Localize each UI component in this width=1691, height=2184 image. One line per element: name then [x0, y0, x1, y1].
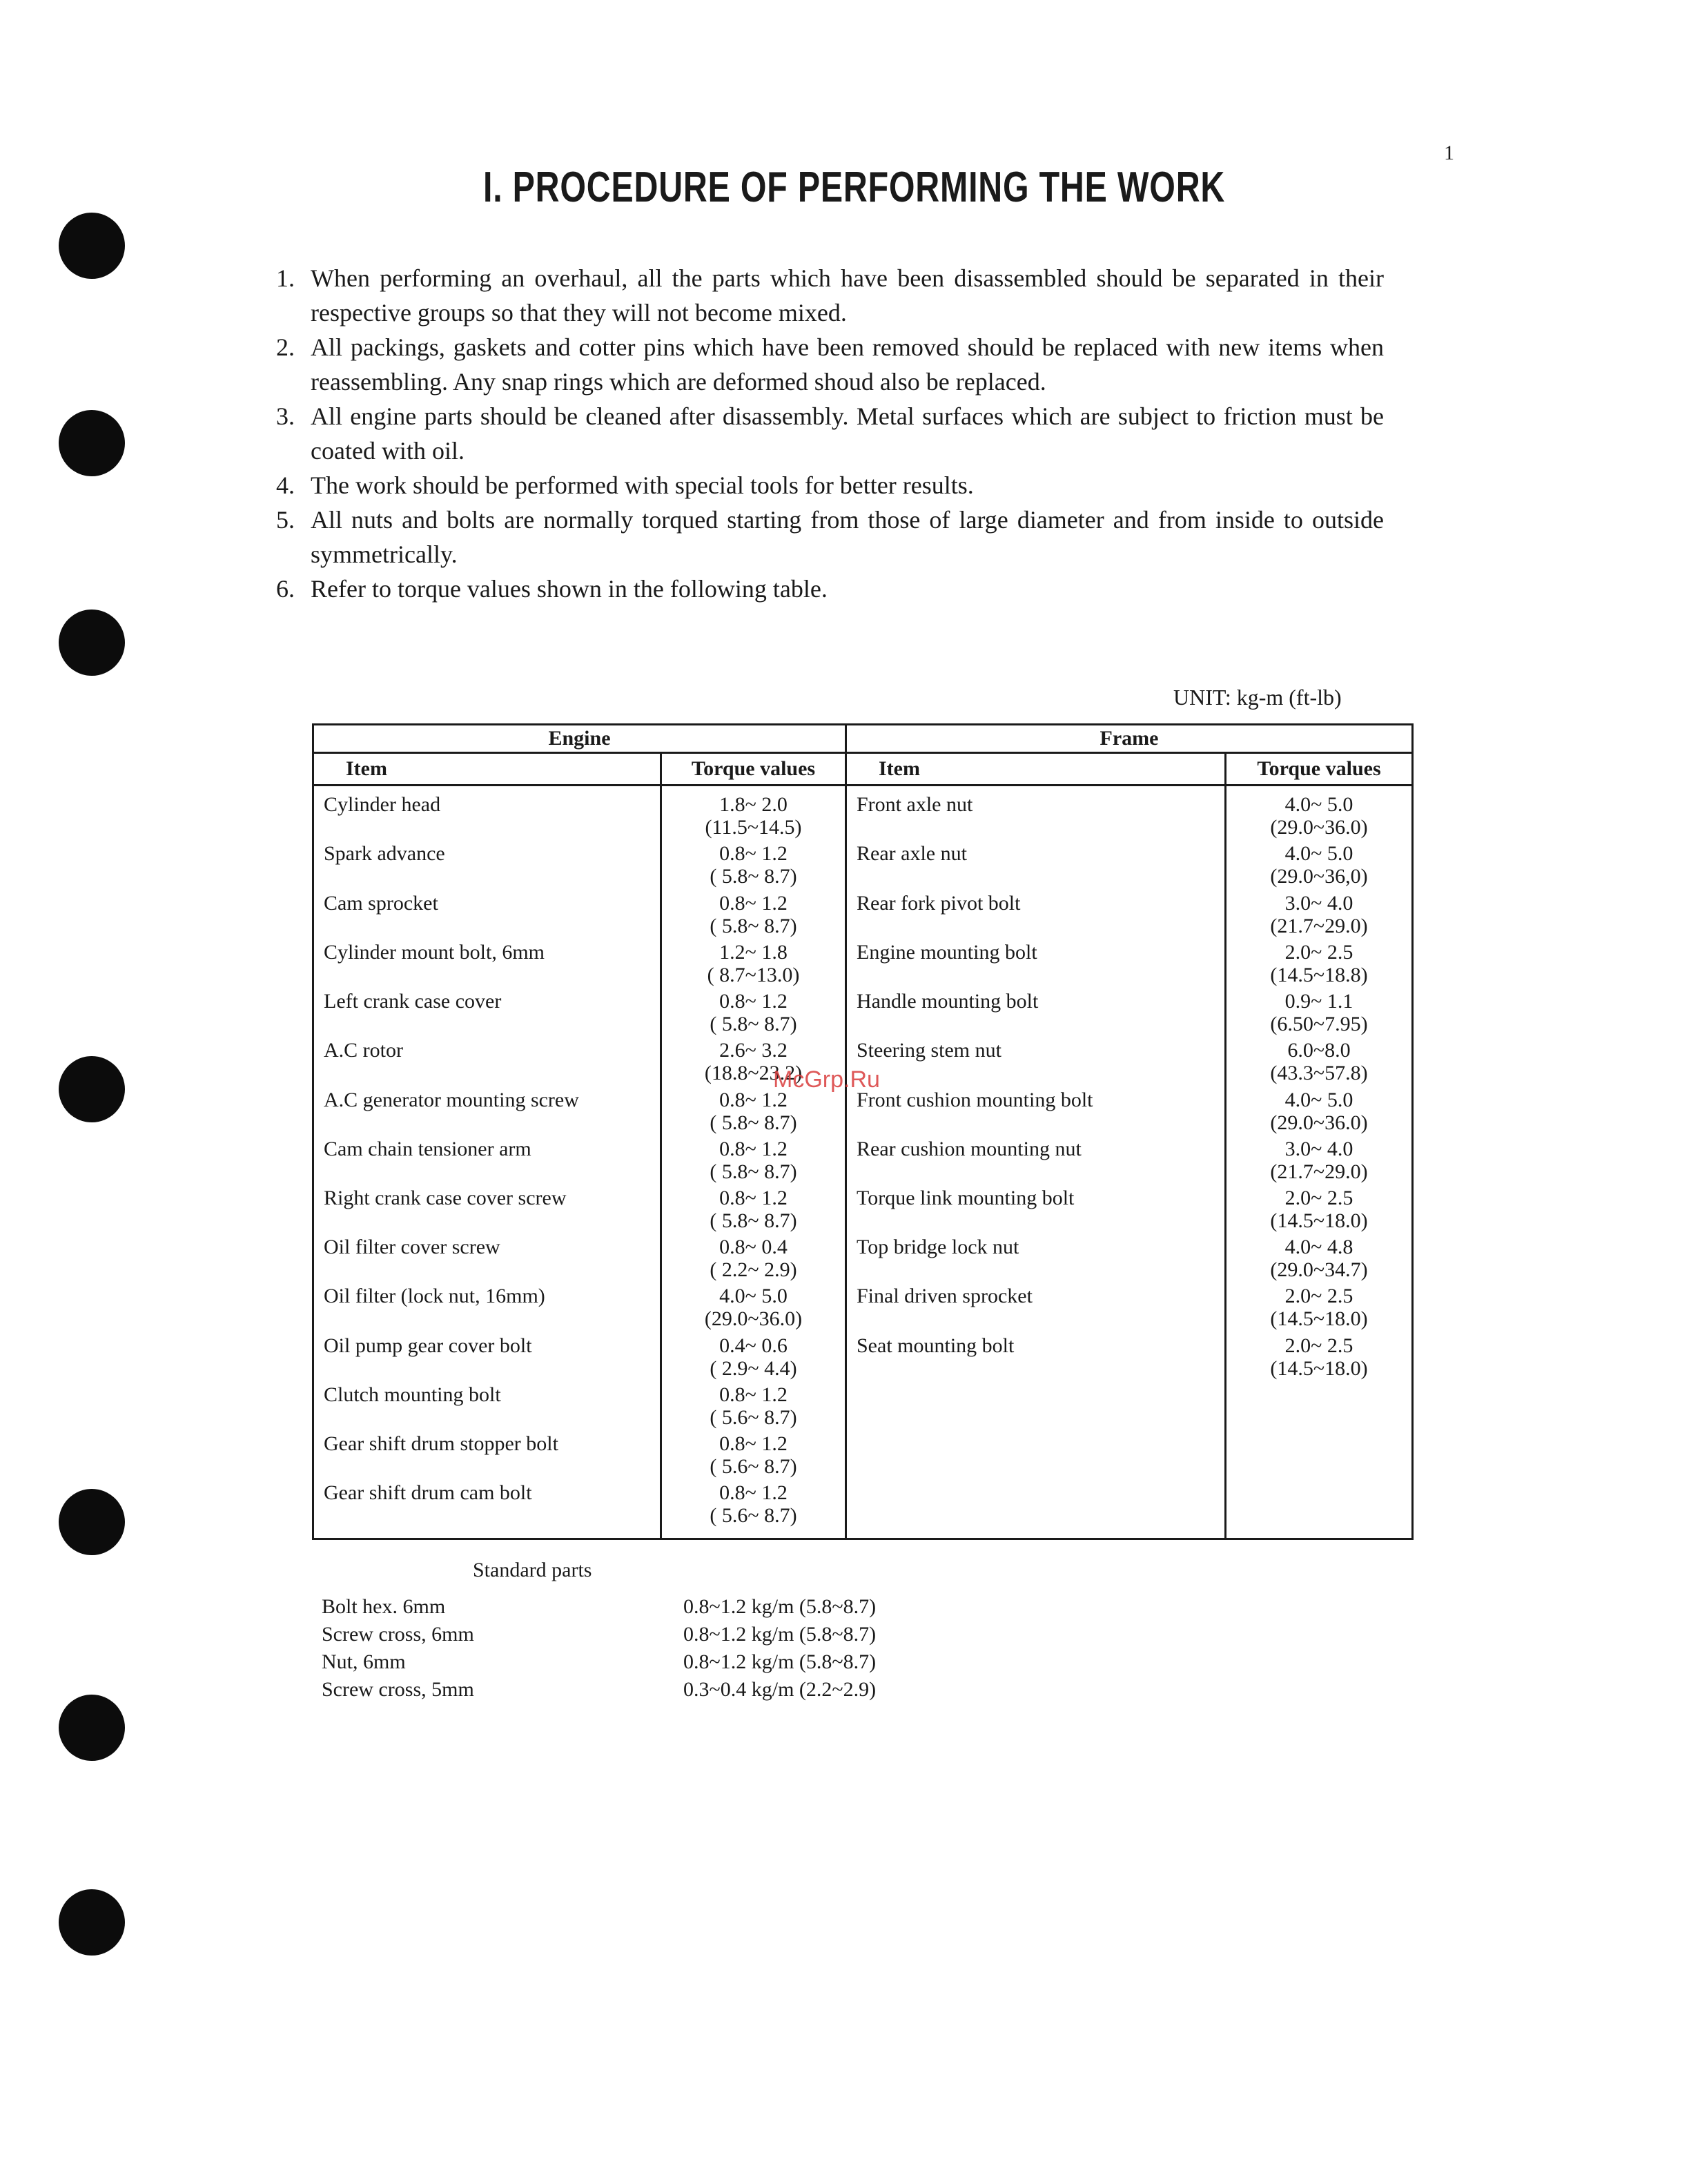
torque-ftlb: (29.0~36.0) [704, 1307, 803, 1331]
frame-torque-cell [1226, 1184, 1413, 1233]
engine-torque-cell [661, 1430, 846, 1479]
engine-torque-cell [661, 987, 846, 1036]
step-item [276, 503, 1384, 572]
engine-item-cell: A.C rotor [313, 1036, 661, 1085]
table-row [313, 1282, 1413, 1331]
torque-ftlb: (21.7~29.0) [1270, 1160, 1368, 1183]
frame-item-cell [846, 1479, 1226, 1539]
frame-torque-cell [1226, 987, 1413, 1036]
frame-torque-header: Torque values [1226, 753, 1413, 786]
frame-item-cell [846, 1381, 1226, 1430]
standard-part-name: Bolt hex. 6mm [322, 1595, 446, 1618]
torque-ftlb: (29.0~34.7) [1270, 1258, 1368, 1282]
torque-ftlb: (6.50~7.95) [1270, 1013, 1368, 1036]
step-item [276, 468, 1384, 503]
standard-part-row [322, 1676, 1012, 1704]
page-number: 1 [1444, 142, 1454, 164]
table-row [313, 1430, 1413, 1479]
frame-torque-cell [1226, 1233, 1413, 1282]
torque-kgm: 0.8~ 1.2 [719, 1432, 788, 1456]
unit-label: UNIT: kg-m (ft-lb) [1173, 685, 1342, 710]
torque-kgm: 0.9~ 1.1 [1284, 990, 1353, 1013]
torque-kgm: 2.0~ 2.5 [1284, 940, 1353, 964]
engine-item-cell: Cylinder head [313, 786, 661, 840]
torque-ftlb: (18.8~23.2) [704, 1062, 803, 1085]
frame-torque-cell [1226, 839, 1413, 888]
frame-item-cell: Rear cushion mounting nut [846, 1135, 1226, 1184]
engine-item-header: Item [313, 753, 661, 786]
frame-item-cell: Torque link mounting bolt [846, 1184, 1226, 1233]
torque-ftlb: ( 5.8~ 8.7) [710, 1013, 797, 1036]
torque-ftlb: (29.0~36,0) [1270, 865, 1368, 888]
step-number: 4. [276, 471, 295, 499]
torque-kgm: 4.0~ 4.8 [1284, 1236, 1353, 1259]
engine-torque-header: Torque values [661, 753, 846, 786]
torque-ftlb: (14.5~18.0) [1270, 1307, 1368, 1331]
torque-kgm: 0.4~ 0.6 [719, 1334, 788, 1357]
frame-header: Frame [846, 725, 1413, 753]
frame-item-cell [846, 1430, 1226, 1479]
table-row [313, 1381, 1413, 1430]
frame-item-cell: Engine mounting bolt [846, 938, 1226, 987]
page-title: I. PROCEDURE OF PERFORMING THE WORK [483, 164, 1226, 211]
torque-ftlb: ( 5.8~ 8.7) [710, 1111, 797, 1134]
torque-kgm: 0.8~ 1.2 [719, 891, 788, 915]
frame-torque-cell [1226, 1332, 1413, 1381]
table-row [313, 1233, 1413, 1282]
torque-kgm: 3.0~ 4.0 [1284, 891, 1353, 915]
engine-item-cell: Cam sprocket [313, 889, 661, 938]
torque-kgm: 0.8~ 1.2 [719, 842, 788, 866]
torque-kgm: 2.0~ 2.5 [1284, 1334, 1353, 1357]
engine-torque-cell [661, 786, 846, 840]
frame-torque-cell [1226, 1086, 1413, 1135]
engine-item-cell: Gear shift drum cam bolt [313, 1479, 661, 1539]
step-text: All engine parts should be cleaned after disassembly. Metal surfaces which are subject to friction must be coated with oil. [311, 402, 1384, 465]
frame-torque-cell [1226, 1135, 1413, 1184]
binder-hole [59, 213, 125, 279]
torque-ftlb: ( 5.6~ 8.7) [710, 1504, 797, 1528]
engine-torque-cell [661, 889, 846, 938]
table-row [313, 839, 1413, 888]
step-item [276, 330, 1384, 399]
engine-torque-cell [661, 1135, 846, 1184]
engine-torque-cell [661, 839, 846, 888]
standard-part-row [322, 1593, 1012, 1621]
binder-hole [59, 1695, 125, 1761]
standard-part-name: Screw cross, 6mm [322, 1623, 474, 1646]
watermark: McGrp.Ru [773, 1066, 880, 1093]
binder-hole [59, 1056, 125, 1122]
binder-hole [59, 410, 125, 476]
torque-ftlb: ( 2.9~ 4.4) [710, 1356, 797, 1380]
step-text: All packings, gaskets and cotter pins which have been removed should be replaced with new items when reassembling. Any snap rings which are deformed shoud also be replaced. [311, 333, 1384, 396]
engine-item-cell: Oil pump gear cover bolt [313, 1332, 661, 1381]
engine-item-cell: Spark advance [313, 839, 661, 888]
engine-torque-cell [661, 1184, 846, 1233]
procedure-steps [276, 261, 1384, 606]
frame-torque-cell [1226, 889, 1413, 938]
step-number: 6. [276, 575, 295, 603]
standard-part-value: 0.3~0.4 kg/m (2.2~2.9) [683, 1678, 877, 1701]
step-item [276, 261, 1384, 330]
torque-kgm: 0.8~ 1.2 [719, 1481, 788, 1505]
step-number: 3. [276, 402, 295, 430]
table-row [313, 938, 1413, 987]
engine-item-cell: Cylinder mount bolt, 6mm [313, 938, 661, 987]
engine-header: Engine [313, 725, 846, 753]
standard-part-row [322, 1648, 1012, 1676]
standard-parts-list [322, 1593, 1012, 1704]
frame-item-cell: Front cushion mounting bolt [846, 1086, 1226, 1135]
binder-hole [59, 1889, 125, 1956]
step-item [276, 572, 1384, 606]
engine-item-cell: Clutch mounting bolt [313, 1381, 661, 1430]
frame-torque-cell [1226, 1282, 1413, 1331]
torque-kgm: 6.0~8.0 [1287, 1039, 1351, 1062]
torque-kgm: 2.0~ 2.5 [1284, 1285, 1353, 1308]
step-number: 1. [276, 264, 295, 292]
table-row [313, 1332, 1413, 1381]
torque-ftlb: ( 5.8~ 8.7) [710, 914, 797, 937]
torque-kgm: 0.8~ 1.2 [719, 1137, 788, 1160]
engine-item-cell: Cam chain tensioner arm [313, 1135, 661, 1184]
standard-part-name: Nut, 6mm [322, 1650, 406, 1673]
torque-kgm: 1.8~ 2.0 [719, 793, 788, 816]
torque-ftlb: ( 5.8~ 8.7) [710, 1209, 797, 1232]
table-row [313, 987, 1413, 1036]
step-text: The work should be performed with special tools for better results. [311, 471, 974, 499]
engine-item-cell: A.C generator mounting screw [313, 1086, 661, 1135]
engine-item-cell: Oil filter (lock nut, 16mm) [313, 1282, 661, 1331]
frame-torque-cell [1226, 1479, 1413, 1539]
table-row [313, 786, 1413, 840]
frame-item-cell: Top bridge lock nut [846, 1233, 1226, 1282]
step-text: When performing an overhaul, all the parts which have been disassembled should be separated in their respective groups so that they will not become mixed. [311, 264, 1384, 326]
standard-parts-title: Standard parts [473, 1559, 592, 1581]
torque-kgm: 4.0~ 5.0 [1284, 842, 1353, 866]
torque-ftlb: (14.5~18.0) [1270, 1356, 1368, 1380]
table-row [313, 889, 1413, 938]
standard-part-value: 0.8~1.2 kg/m (5.8~8.7) [683, 1595, 877, 1618]
torque-ftlb: (14.5~18.8) [1270, 963, 1368, 986]
torque-ftlb: (43.3~57.8) [1270, 1062, 1368, 1085]
frame-torque-cell [1226, 938, 1413, 987]
engine-torque-cell [661, 1233, 846, 1282]
frame-torque-cell [1226, 1036, 1413, 1085]
torque-kgm: 0.8~ 1.2 [719, 990, 788, 1013]
torque-kgm: 3.0~ 4.0 [1284, 1137, 1353, 1160]
torque-kgm: 4.0~ 5.0 [1284, 1088, 1353, 1111]
engine-torque-cell [661, 1381, 846, 1430]
frame-torque-cell [1226, 1430, 1413, 1479]
standard-part-row [322, 1621, 1012, 1648]
table-row [313, 1479, 1413, 1539]
torque-kgm: 0.8~ 1.2 [719, 1383, 788, 1406]
torque-kgm: 4.0~ 5.0 [719, 1285, 788, 1308]
torque-kgm: 0.8~ 1.2 [719, 1187, 788, 1209]
step-number: 5. [276, 506, 295, 534]
frame-item-cell: Steering stem nut [846, 1036, 1226, 1085]
torque-ftlb: ( 5.6~ 8.7) [710, 1455, 797, 1479]
engine-torque-cell [661, 1282, 846, 1331]
frame-item-cell: Rear axle nut [846, 839, 1226, 888]
torque-ftlb: (11.5~14.5) [705, 816, 802, 839]
torque-ftlb: ( 2.2~ 2.9) [710, 1258, 797, 1282]
binder-hole [59, 610, 125, 676]
torque-ftlb: ( 5.8~ 8.7) [710, 865, 797, 888]
table-row [313, 1135, 1413, 1184]
torque-ftlb: (29.0~36.0) [1270, 1111, 1368, 1134]
frame-item-cell: Front axle nut [846, 786, 1226, 840]
torque-ftlb: (29.0~36.0) [1270, 816, 1368, 839]
step-text: All nuts and bolts are normally torqued starting from those of large diameter and from inside to outside symmetrically. [311, 506, 1384, 568]
table-row [313, 1184, 1413, 1233]
engine-torque-cell [661, 1479, 846, 1539]
engine-item-cell: Left crank case cover [313, 987, 661, 1036]
frame-item-header: Item [846, 753, 1226, 786]
torque-kgm: 0.8~ 0.4 [719, 1236, 788, 1259]
torque-ftlb: (21.7~29.0) [1270, 914, 1368, 937]
torque-kgm: 2.0~ 2.5 [1284, 1187, 1353, 1209]
torque-table [312, 723, 1414, 1540]
standard-part-name: Screw cross, 5mm [322, 1678, 474, 1701]
frame-item-cell: Final driven sprocket [846, 1282, 1226, 1331]
frame-item-cell: Handle mounting bolt [846, 987, 1226, 1036]
step-item [276, 399, 1384, 468]
engine-torque-cell [661, 938, 846, 987]
torque-kgm: 1.2~ 1.8 [719, 940, 788, 964]
torque-ftlb: ( 5.8~ 8.7) [710, 1160, 797, 1183]
torque-ftlb: (14.5~18.0) [1270, 1209, 1368, 1232]
step-text: Refer to torque values shown in the following table. [311, 575, 828, 603]
torque-ftlb: ( 5.6~ 8.7) [710, 1405, 797, 1429]
engine-torque-cell [661, 1332, 846, 1381]
frame-torque-cell [1226, 786, 1413, 840]
engine-item-cell: Oil filter cover screw [313, 1233, 661, 1282]
step-number: 2. [276, 333, 295, 361]
binder-hole [59, 1489, 125, 1555]
engine-item-cell: Gear shift drum stopper bolt [313, 1430, 661, 1479]
standard-part-value: 0.8~1.2 kg/m (5.8~8.7) [683, 1650, 877, 1673]
torque-kgm: 2.6~ 3.2 [719, 1039, 788, 1062]
torque-ftlb: ( 8.7~13.0) [707, 963, 800, 986]
torque-kgm: 4.0~ 5.0 [1284, 793, 1353, 816]
frame-item-cell: Seat mounting bolt [846, 1332, 1226, 1381]
frame-torque-cell [1226, 1381, 1413, 1430]
engine-item-cell: Right crank case cover screw [313, 1184, 661, 1233]
standard-part-value: 0.8~1.2 kg/m (5.8~8.7) [683, 1623, 877, 1646]
frame-item-cell: Rear fork pivot bolt [846, 889, 1226, 938]
torque-kgm: 0.8~ 1.2 [719, 1088, 788, 1111]
